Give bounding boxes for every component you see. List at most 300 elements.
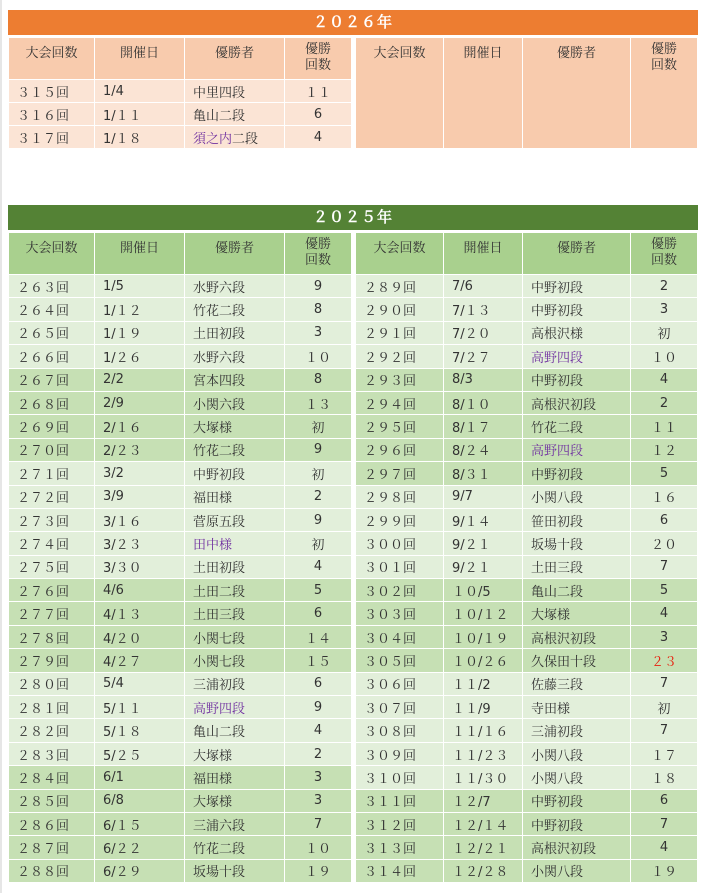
cell-date: 3/2 — [95, 462, 185, 485]
cell-wins: 初 — [631, 696, 698, 719]
cell-winner: 小関六段 — [185, 391, 285, 414]
cell-date: 6/２９ — [95, 859, 185, 882]
cell-date: 9/7 — [444, 485, 523, 508]
cell-date: 8/１７ — [444, 415, 523, 438]
table-row — [356, 508, 698, 531]
cell-wins: 4 — [631, 368, 698, 391]
header-wins: 優勝 回数 — [285, 38, 352, 80]
header-wins: 優勝 回数 — [631, 38, 698, 149]
cell-winner: 宮本四段 — [185, 368, 285, 391]
cell-winner: 大塚様 — [185, 742, 285, 765]
table-row — [356, 602, 698, 625]
cell-wins: １１ — [285, 80, 352, 103]
cell-round: ２７４回 — [9, 532, 95, 555]
table-row — [9, 103, 352, 126]
cell-wins: 3 — [285, 789, 352, 812]
cell-date: 4/２７ — [95, 649, 185, 672]
table-row — [9, 766, 352, 789]
cell-winner: 水野六段 — [185, 345, 285, 368]
cell-round: ２６４回 — [9, 298, 95, 321]
cell-wins: 9 — [285, 275, 352, 298]
cell-date: 7/２０ — [444, 321, 523, 344]
cell-winner: 佐藤三段 — [523, 672, 631, 695]
cell-date: 2/2 — [95, 368, 185, 391]
cell-round: ２８０回 — [9, 672, 95, 695]
cell-round: ２６５回 — [9, 321, 95, 344]
table-row — [9, 672, 352, 695]
cell-date: 3/３０ — [95, 555, 185, 578]
header-wins: 優勝 回数 — [631, 233, 698, 275]
table-row — [9, 532, 352, 555]
table-row — [9, 742, 352, 765]
cell-date: 1/２６ — [95, 345, 185, 368]
cell-round: ２８５回 — [9, 789, 95, 812]
cell-wins: 9 — [285, 438, 352, 461]
cell-round: ２９９回 — [356, 508, 444, 531]
cell-date: 7/6 — [444, 275, 523, 298]
cell-winner: 竹花二段 — [185, 298, 285, 321]
cell-date: 9/２１ — [444, 555, 523, 578]
cell-round: ２６３回 — [9, 275, 95, 298]
cell-round: ３１５回 — [9, 80, 95, 103]
cell-wins: １８ — [631, 766, 698, 789]
cell-winner: 土田二段 — [185, 579, 285, 602]
cell-winner: 高根沢初段 — [523, 836, 631, 859]
cell-round: ３１６回 — [9, 103, 95, 126]
cell-date: 8/１０ — [444, 391, 523, 414]
cell-date: １１/２３ — [444, 742, 523, 765]
cell-date: 6/8 — [95, 789, 185, 812]
cell-date: １２/7 — [444, 789, 523, 812]
cell-wins: 7 — [631, 672, 698, 695]
cell-wins: １９ — [285, 859, 352, 882]
cell-round: ３１４回 — [356, 859, 444, 882]
cell-round: ３１０回 — [356, 766, 444, 789]
year-banner-2025: ２０２５年 — [8, 205, 698, 230]
table-row — [9, 391, 352, 414]
cell-date: 8/３１ — [444, 462, 523, 485]
table-row — [356, 836, 698, 859]
cell-date: 7/１３ — [444, 298, 523, 321]
cell-date: １２/２８ — [444, 859, 523, 882]
cell-wins: 2 — [285, 742, 352, 765]
table-row — [9, 789, 352, 812]
table-row — [9, 579, 352, 602]
cell-winner: 竹花二段 — [523, 415, 631, 438]
cell-round: ２７５回 — [9, 555, 95, 578]
header-winner: 優勝者 — [523, 233, 631, 275]
cell-wins: １３ — [285, 391, 352, 414]
cell-winner: 中野初段 — [523, 789, 631, 812]
cell-wins: １７ — [631, 742, 698, 765]
cell-wins: 5 — [285, 579, 352, 602]
cell-round: ３０２回 — [356, 579, 444, 602]
cell-round: ３１１回 — [356, 789, 444, 812]
header-round: 大会回数 — [9, 233, 95, 275]
table-row — [9, 438, 352, 461]
cell-wins: 初 — [631, 321, 698, 344]
cell-round: ２９２回 — [356, 345, 444, 368]
cell-date: 3/9 — [95, 485, 185, 508]
cell-wins: 5 — [631, 579, 698, 602]
cell-date: 5/２５ — [95, 742, 185, 765]
cell-round: ３１２回 — [356, 812, 444, 835]
table-row — [356, 766, 698, 789]
cell-wins: １５ — [285, 649, 352, 672]
cell-winner: 竹花二段 — [185, 438, 285, 461]
cell-date: １０/１２ — [444, 602, 523, 625]
table-row — [356, 812, 698, 835]
cell-winner: 須之内二段 — [185, 126, 285, 149]
table-row — [9, 321, 352, 344]
cell-winner: 久保田十段 — [523, 649, 631, 672]
table-row — [9, 298, 352, 321]
table-row — [356, 275, 698, 298]
table-row — [356, 415, 698, 438]
cell-wins: 6 — [631, 789, 698, 812]
cell-round: ３００回 — [356, 532, 444, 555]
cell-winner: 中野初段 — [523, 812, 631, 835]
cell-round: ２８２回 — [9, 719, 95, 742]
cell-date: 3/１６ — [95, 508, 185, 531]
cell-date: 1/１１ — [95, 103, 185, 126]
cell-wins: 初 — [285, 415, 352, 438]
cell-winner: 三浦初段 — [523, 719, 631, 742]
cell-round: ２６８回 — [9, 391, 95, 414]
cell-round: ２８９回 — [356, 275, 444, 298]
table-row — [356, 649, 698, 672]
table-row — [9, 462, 352, 485]
cell-date: １２/２１ — [444, 836, 523, 859]
cell-round: ２９５回 — [356, 415, 444, 438]
table-row — [356, 532, 698, 555]
cell-wins: 初 — [285, 532, 352, 555]
cell-winner: 竹花二段 — [185, 836, 285, 859]
cell-date: 6/１５ — [95, 812, 185, 835]
cell-wins: 6 — [285, 103, 352, 126]
table-row — [356, 789, 698, 812]
table-row — [9, 625, 352, 648]
cell-winner: 高根沢初段 — [523, 391, 631, 414]
cell-date: 7/２７ — [444, 345, 523, 368]
cell-winner: 中野初段 — [523, 275, 631, 298]
cell-winner: 土田初段 — [185, 555, 285, 578]
table-row — [356, 345, 698, 368]
cell-date: １１/2 — [444, 672, 523, 695]
header-date: 開催日 — [444, 233, 523, 275]
cell-round: ３０９回 — [356, 742, 444, 765]
table-row — [9, 719, 352, 742]
table-row — [9, 696, 352, 719]
cell-winner: 大塚様 — [185, 789, 285, 812]
cell-wins: 6 — [631, 508, 698, 531]
cell-wins: 4 — [631, 836, 698, 859]
cell-winner: 田中様 — [185, 532, 285, 555]
cell-date: １２/１４ — [444, 812, 523, 835]
cell-winner: 坂場十段 — [523, 532, 631, 555]
header-date: 開催日 — [95, 233, 185, 275]
table-row — [356, 438, 698, 461]
table-row — [9, 80, 352, 103]
header-round: 大会回数 — [356, 38, 444, 149]
cell-wins: 3 — [631, 625, 698, 648]
section-2025 — [8, 205, 698, 883]
table-row — [356, 391, 698, 414]
cell-round: ２７０回 — [9, 438, 95, 461]
cell-round: ３０５回 — [356, 649, 444, 672]
cell-round: ３１３回 — [356, 836, 444, 859]
header-wins: 優勝 回数 — [285, 233, 352, 275]
left-edge — [0, 0, 2, 893]
cell-date: １０/5 — [444, 579, 523, 602]
cell-wins: 4 — [631, 602, 698, 625]
cell-wins: ２０ — [631, 532, 698, 555]
cell-wins: 2 — [631, 275, 698, 298]
cell-winner: 土田三段 — [523, 555, 631, 578]
cell-winner: 笹田初段 — [523, 508, 631, 531]
cell-date: 8/3 — [444, 368, 523, 391]
table-row — [356, 696, 698, 719]
header-winner: 優勝者 — [523, 38, 631, 149]
cell-date: 8/２４ — [444, 438, 523, 461]
table-row — [9, 812, 352, 835]
cell-round: ２６７回 — [9, 368, 95, 391]
table-row — [356, 579, 698, 602]
table-row — [356, 321, 698, 344]
cell-round: ３０８回 — [356, 719, 444, 742]
cell-round: ２７７回 — [9, 602, 95, 625]
table-row — [9, 485, 352, 508]
table-row — [356, 859, 698, 882]
table-row — [9, 555, 352, 578]
cell-round: ３０６回 — [356, 672, 444, 695]
cell-date: 9/１４ — [444, 508, 523, 531]
cell-wins: 9 — [285, 696, 352, 719]
cell-wins: 7 — [631, 555, 698, 578]
table-row — [9, 415, 352, 438]
cell-round: ２８１回 — [9, 696, 95, 719]
cell-winner: 高野四段 — [523, 345, 631, 368]
cell-wins: １０ — [285, 345, 352, 368]
cell-date: 2/２３ — [95, 438, 185, 461]
cell-date: 2/9 — [95, 391, 185, 414]
cell-winner: 福田様 — [185, 766, 285, 789]
cell-wins: 4 — [285, 719, 352, 742]
cell-wins: 6 — [285, 602, 352, 625]
cell-round: ２６６回 — [9, 345, 95, 368]
table-row — [356, 462, 698, 485]
cell-wins: 3 — [285, 321, 352, 344]
table-row — [356, 672, 698, 695]
cell-wins: 7 — [631, 719, 698, 742]
table-row — [356, 368, 698, 391]
cell-date: 6/1 — [95, 766, 185, 789]
cell-date: １１/9 — [444, 696, 523, 719]
cell-wins: ２３ — [631, 649, 698, 672]
table-row — [9, 126, 352, 149]
header-date: 開催日 — [444, 38, 523, 149]
table-row — [356, 719, 698, 742]
cell-winner: 土田三段 — [185, 602, 285, 625]
cell-winner: 中里四段 — [185, 80, 285, 103]
cell-winner: 小関八段 — [523, 859, 631, 882]
cell-date: １０/２６ — [444, 649, 523, 672]
table-2026-left — [8, 37, 352, 149]
cell-wins: １４ — [285, 625, 352, 648]
cell-winner: 大塚様 — [185, 415, 285, 438]
table-row — [9, 649, 352, 672]
cell-wins: 3 — [631, 298, 698, 321]
cell-winner: 菅原五段 — [185, 508, 285, 531]
cell-wins: 2 — [285, 485, 352, 508]
cell-date: 5/１８ — [95, 719, 185, 742]
cell-round: ３０１回 — [356, 555, 444, 578]
cell-wins: 6 — [285, 672, 352, 695]
cell-winner: 亀山二段 — [185, 719, 285, 742]
cell-date: 1/１９ — [95, 321, 185, 344]
cell-winner: 中野初段 — [185, 462, 285, 485]
cell-winner: 亀山二段 — [185, 103, 285, 126]
header-winner: 優勝者 — [185, 38, 285, 80]
cell-winner: 亀山二段 — [523, 579, 631, 602]
table-row — [356, 555, 698, 578]
cell-round: ２９８回 — [356, 485, 444, 508]
cell-winner: 福田様 — [185, 485, 285, 508]
cell-winner: 中野初段 — [523, 368, 631, 391]
cell-winner: 高野四段 — [523, 438, 631, 461]
cell-winner: 坂場十段 — [185, 859, 285, 882]
cell-round: ２９０回 — [356, 298, 444, 321]
header-round: 大会回数 — [356, 233, 444, 275]
cell-round: ２８４回 — [9, 766, 95, 789]
cell-round: ３１７回 — [9, 126, 95, 149]
cell-date: 1/１２ — [95, 298, 185, 321]
section-2026 — [8, 10, 698, 149]
cell-wins: １２ — [631, 438, 698, 461]
cell-winner: 中野初段 — [523, 298, 631, 321]
cell-round: ２９３回 — [356, 368, 444, 391]
cell-winner: 小関七段 — [185, 625, 285, 648]
cell-round: ３０７回 — [356, 696, 444, 719]
cell-winner: 寺田様 — [523, 696, 631, 719]
cell-wins: １０ — [285, 836, 352, 859]
cell-winner: 小関八段 — [523, 766, 631, 789]
table-2025-right — [355, 232, 698, 883]
cell-winner: 三浦初段 — [185, 672, 285, 695]
cell-round: ２９１回 — [356, 321, 444, 344]
cell-round: ３０３回 — [356, 602, 444, 625]
cell-winner: 三浦六段 — [185, 812, 285, 835]
cell-round: ２７１回 — [9, 462, 95, 485]
cell-round: ２８６回 — [9, 812, 95, 835]
cell-winner: 小関七段 — [185, 649, 285, 672]
cell-winner: 大塚様 — [523, 602, 631, 625]
cell-date: １１/１６ — [444, 719, 523, 742]
cell-wins: 5 — [631, 462, 698, 485]
cell-date: １０/１９ — [444, 625, 523, 648]
table-2025-left — [8, 232, 352, 883]
cell-wins: 8 — [285, 298, 352, 321]
table-row — [9, 275, 352, 298]
table-row — [356, 625, 698, 648]
year-banner-2026: ２０２６年 — [8, 10, 698, 35]
table-row — [9, 345, 352, 368]
cell-winner: 中野初段 — [523, 462, 631, 485]
cell-winner: 高根沢様 — [523, 321, 631, 344]
table-row — [9, 859, 352, 882]
cell-winner: 小関八段 — [523, 485, 631, 508]
cell-winner: 土田初段 — [185, 321, 285, 344]
table-row — [356, 485, 698, 508]
cell-round: ２７９回 — [9, 649, 95, 672]
cell-round: ２８８回 — [9, 859, 95, 882]
cell-wins: 7 — [631, 812, 698, 835]
cell-date: 1/4 — [95, 80, 185, 103]
cell-wins: １６ — [631, 485, 698, 508]
cell-date: 4/１３ — [95, 602, 185, 625]
cell-date: 6/２２ — [95, 836, 185, 859]
cell-wins: １１ — [631, 415, 698, 438]
header-winner: 優勝者 — [185, 233, 285, 275]
cell-round: ２８３回 — [9, 742, 95, 765]
cell-wins: 2 — [631, 391, 698, 414]
table-row — [356, 742, 698, 765]
table-row — [9, 602, 352, 625]
table-row — [356, 298, 698, 321]
cell-round: ２６９回 — [9, 415, 95, 438]
cell-wins: １９ — [631, 859, 698, 882]
cell-wins: 初 — [285, 462, 352, 485]
table-row — [9, 836, 352, 859]
cell-wins: 8 — [285, 368, 352, 391]
cell-round: ３０４回 — [356, 625, 444, 648]
cell-round: ２９７回 — [356, 462, 444, 485]
cell-wins: 7 — [285, 812, 352, 835]
cell-round: ２９６回 — [356, 438, 444, 461]
cell-round: ２７３回 — [9, 508, 95, 531]
cell-wins: 4 — [285, 555, 352, 578]
cell-date: 1/１８ — [95, 126, 185, 149]
cell-wins: 9 — [285, 508, 352, 531]
cell-round: ２７２回 — [9, 485, 95, 508]
header-date: 開催日 — [95, 38, 185, 80]
cell-date: 1/5 — [95, 275, 185, 298]
cell-wins: 4 — [285, 126, 352, 149]
cell-date: １１/３０ — [444, 766, 523, 789]
cell-date: 2/１６ — [95, 415, 185, 438]
cell-date: 4/6 — [95, 579, 185, 602]
cell-date: 3/２３ — [95, 532, 185, 555]
cell-winner: 水野六段 — [185, 275, 285, 298]
cell-round: ２９４回 — [356, 391, 444, 414]
cell-winner: 高根沢初段 — [523, 625, 631, 648]
table-2026-right — [355, 37, 698, 149]
cell-date: 5/１１ — [95, 696, 185, 719]
cell-round: ２８７回 — [9, 836, 95, 859]
cell-round: ２７８回 — [9, 625, 95, 648]
table-row — [9, 508, 352, 531]
header-round: 大会回数 — [9, 38, 95, 80]
cell-date: 9/２１ — [444, 532, 523, 555]
cell-winner: 小関八段 — [523, 742, 631, 765]
cell-round: ２７６回 — [9, 579, 95, 602]
cell-winner: 高野四段 — [185, 696, 285, 719]
cell-date: 4/２０ — [95, 625, 185, 648]
cell-wins: １０ — [631, 345, 698, 368]
cell-wins: 3 — [285, 766, 352, 789]
table-row — [9, 368, 352, 391]
cell-date: 5/4 — [95, 672, 185, 695]
